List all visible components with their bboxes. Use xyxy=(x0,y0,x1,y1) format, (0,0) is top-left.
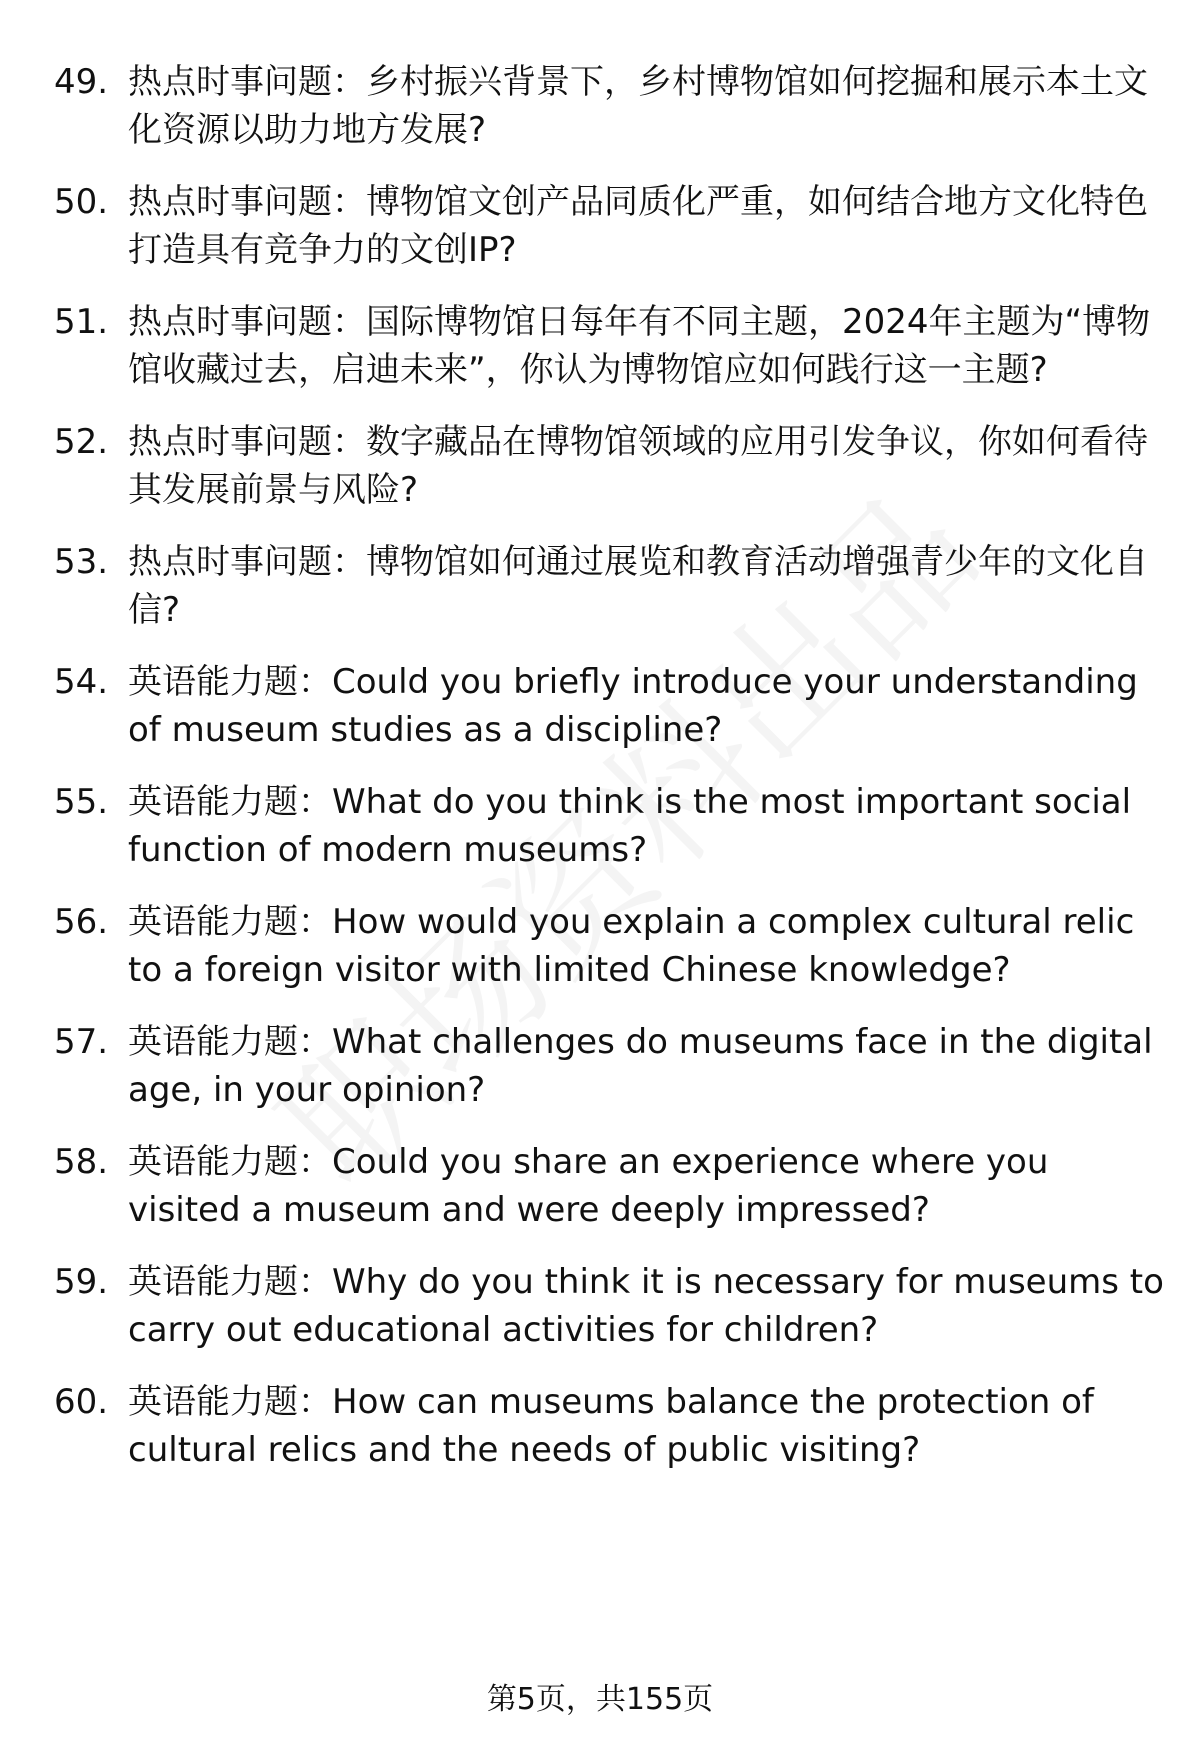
question-number: 54. xyxy=(54,662,109,702)
list-item xyxy=(54,1018,1164,1114)
list-item xyxy=(54,1378,1164,1474)
question-number: 50. xyxy=(54,182,109,222)
question-number: 60. xyxy=(54,1382,109,1422)
list-item xyxy=(54,658,1164,754)
question-number: 57. xyxy=(54,1022,109,1062)
list-item xyxy=(54,778,1164,874)
question-text: 热点时事问题：数字藏品在博物馆领域的应用引发争议，你如何看待其发展前景与风险? xyxy=(128,422,1148,510)
question-number: 49. xyxy=(54,62,109,102)
question-number: 56. xyxy=(54,902,109,942)
list-item xyxy=(54,178,1164,274)
question-text: 热点时事问题：博物馆文创产品同质化严重，如何结合地方文化特色打造具有竞争力的文创IP? xyxy=(128,182,1148,270)
question-number: 55. xyxy=(54,782,109,822)
question-number: 59. xyxy=(54,1262,109,1302)
question-list xyxy=(54,58,1164,1498)
question-text: 英语能力题：How would you explain a complex cultural relic to a foreign visitor with limited Chinese knowledge? xyxy=(128,902,1135,990)
question-text: 英语能力题：Could you share an experience where you visited a museum and were deeply impressed? xyxy=(128,1142,1049,1230)
list-item xyxy=(54,298,1164,394)
question-text: 英语能力题：Why do you think it is necessary for museums to carry out educational activities for children? xyxy=(128,1262,1164,1350)
list-item xyxy=(54,1258,1164,1354)
question-text: 英语能力题：Could you briefly introduce your understanding of museum studies as a discipline? xyxy=(128,662,1138,750)
question-text: 英语能力题：How can museums balance the protection of cultural relics and the needs of public visiting? xyxy=(128,1382,1094,1470)
question-text: 热点时事问题：乡村振兴背景下，乡村博物馆如何挖掘和展示本土文化资源以助力地方发展? xyxy=(128,62,1148,150)
list-item xyxy=(54,418,1164,514)
page-number-label: 第5页，共155页 xyxy=(486,1682,714,1717)
question-number: 58. xyxy=(54,1142,109,1182)
list-item xyxy=(54,898,1164,994)
page-footer xyxy=(0,1680,1200,1720)
list-item xyxy=(54,58,1164,154)
question-number: 51. xyxy=(54,302,109,342)
list-item xyxy=(54,538,1164,634)
question-text: 英语能力题：What do you think is the most important social function of modern museums? xyxy=(128,782,1132,870)
question-number: 53. xyxy=(54,542,109,582)
question-text: 英语能力题：What challenges do museums face in the digital age, in your opinion? xyxy=(128,1022,1153,1110)
question-text: 热点时事问题：博物馆如何通过展览和教育活动增强青少年的文化自信? xyxy=(128,542,1148,630)
question-text: 热点时事问题：国际博物馆日每年有不同主题，2024年主题为“博物馆收藏过去，启迪未来”，你认为博物馆应如何践行这一主题? xyxy=(128,302,1151,390)
list-item xyxy=(54,1138,1164,1234)
question-number: 52. xyxy=(54,422,109,462)
